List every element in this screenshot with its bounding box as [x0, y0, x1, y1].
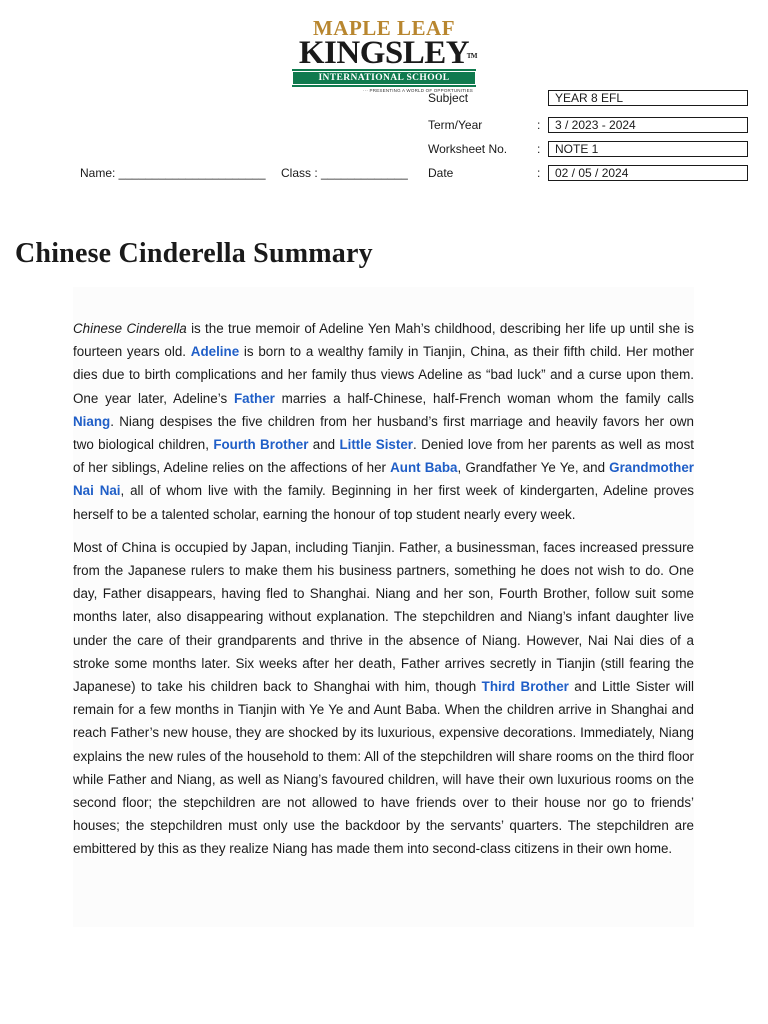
date-colon: : — [537, 166, 541, 180]
date-value: 02 / 05 / 2024 — [548, 165, 748, 181]
text-run: and — [308, 437, 340, 453]
logo-trademark: TM — [466, 52, 477, 60]
summary-body — [73, 287, 694, 927]
term-label: Term/Year — [428, 118, 483, 132]
text-run: and Little Sister will remain for a few months in Tianjin with Ye Ye and Aunt Baba. When the children arrive in Shanghai and reach Father’s new house, they are shocked by its luxurious, expensive decorations. Immediately, Niang explains the new rules of the household to them: All of the stepchildren will share rooms on the third floor while Father and Niang, as well as Niang’s favoured children, will have their own luxurious rooms on the second floor; the stepchildren are not allowed to have friends over to their house nor go to friends’ houses; the stepchildren must only use the backdoor by the servants’ quarters. The stepchildren are embittered by this as they realize Niang has made them into second-class citizens in their own home. — [73, 679, 694, 857]
term-colon: : — [537, 118, 541, 132]
logo-tagline: ··· PRESENTING A WORLD OF OPPORTUNITIES — [363, 88, 473, 93]
worksheet-label: Worksheet No. — [428, 142, 508, 156]
subject-value: YEAR 8 EFL — [548, 90, 748, 106]
worksheet-colon: : — [537, 142, 541, 156]
text-run: , all of whom live with the family. Beginning in her first week of kindergarten, Adeline proves herself to be a talented scholar, earning the honour of top student nearly every week. — [73, 483, 694, 522]
term-value: 3 / 2023 - 2024 — [548, 117, 748, 133]
text-run: . Denied love from her parents as well as most of her siblings, Adeline relies on the affections of her — [73, 437, 694, 476]
logo-international-school-band: INTERNATIONAL SCHOOL — [292, 69, 476, 87]
character-fourth-brother: Fourth Brother — [213, 437, 309, 453]
class-field[interactable]: Class : _____________ — [281, 166, 408, 180]
logo-kingsley-word: KINGSLEY — [298, 35, 470, 71]
school-logo — [289, 16, 479, 93]
character-father: Father — [233, 390, 275, 406]
text-run: , Grandfather Ye Ye, and — [457, 460, 610, 476]
character-adeline: Adeline — [190, 344, 240, 360]
summary-paragraph-2 — [73, 536, 694, 861]
character-little-sister: Little Sister — [339, 437, 413, 453]
character-niang: Niang — [73, 413, 111, 429]
book-title: Chinese Cinderella — [73, 321, 187, 336]
text-run: is born to a wealthy family in Tianjin, China, as their fifth child. Her mother dies due to birth complications and her family thus views Adeline as “bad luck” and a curse upon them. One year later, Adeline’s — [73, 344, 694, 406]
character-third-brother: Third Brother — [481, 679, 569, 695]
worksheet-value: NOTE 1 — [548, 141, 748, 157]
page-title: Chinese Cinderella Summary — [15, 238, 373, 269]
summary-paragraph-1 — [73, 317, 694, 526]
logo-maple-leaf-text: MAPLE LEAF — [312, 16, 456, 40]
text-run: . Niang despises the five children from her husband’s first marriage and heavily favors her own two biological children, — [73, 413, 694, 453]
character-grandmother-nai-nai: Grandmother Nai Nai — [73, 460, 694, 499]
text-run: marries a half-Chinese, half-French woman whom the family calls — [274, 390, 694, 406]
name-field[interactable]: Name: ______________________ — [80, 166, 266, 180]
logo-kingsley-text — [289, 35, 479, 71]
text-run: Most of China is occupied by Japan, including Tianjin. Father, a businessman, faces increased pressure from the Japanese rulers to make them his business partners, something he does not wish to do. One day, Father disappears, having fled to Shanghai. Niang and her son, Fourth Brother, follow suit some months later, also disappearing without explanation. The stepchildren and Niang’s infant daughter live under the care of their grandparents and thrive in the absence of Niang. However, Nai Nai dies of a stroke some months later. Six weeks after her death, Father arrives secretly in Tianjin (still fearing the Japanese) to take his children back to Shanghai with him, though — [73, 539, 694, 695]
text-run: is the true memoir of Adeline Yen Mah’s childhood, describing her life up until she is fourteen years old. — [73, 321, 695, 360]
date-label: Date — [428, 166, 454, 180]
character-aunt-baba: Aunt Baba — [390, 460, 458, 476]
subject-label: Subject — [428, 91, 469, 105]
